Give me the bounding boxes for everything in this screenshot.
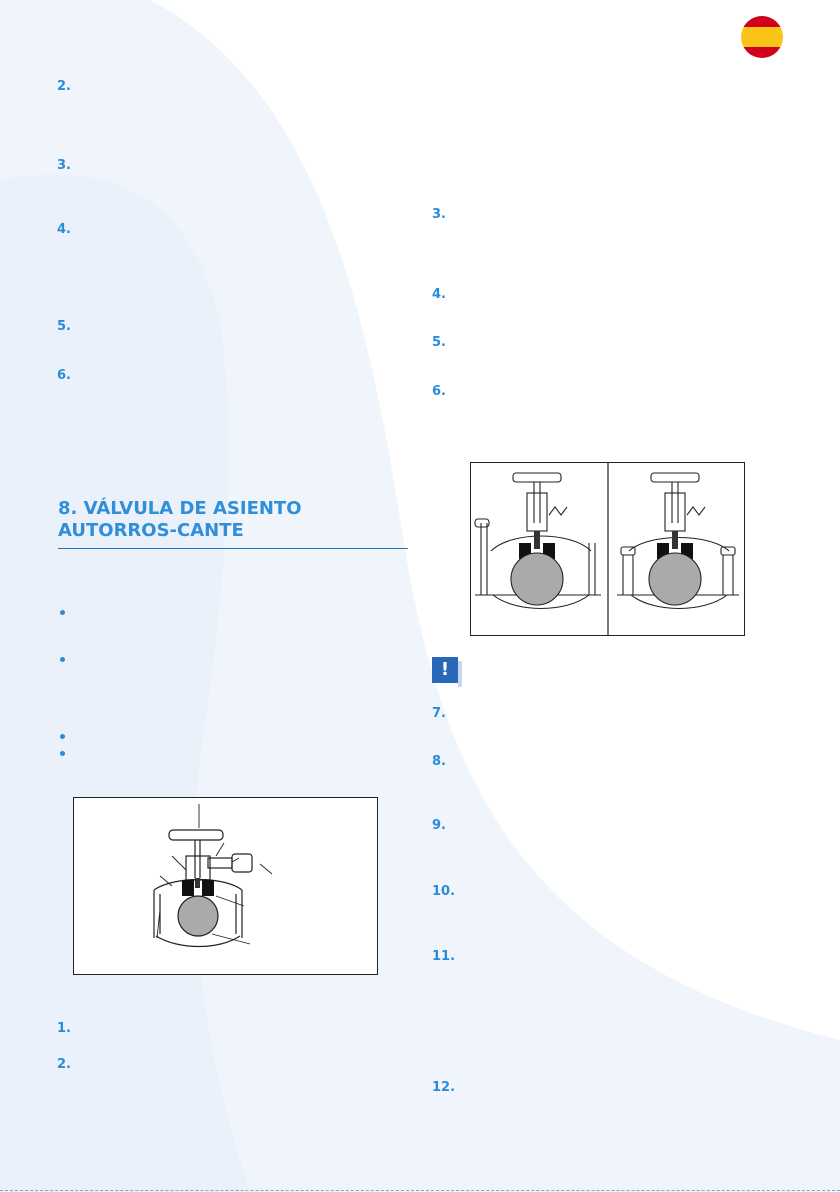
step-number: 10. — [432, 884, 456, 899]
step-number: 12. — [432, 1080, 456, 1095]
step-number: 9. — [432, 818, 446, 833]
bullet-dot — [60, 751, 65, 756]
exclamation-icon: ! — [432, 657, 458, 683]
step-number: 5. — [57, 319, 71, 334]
step-number: 2. — [57, 1057, 71, 1072]
step-number: 11. — [432, 949, 456, 964]
step-number: 6. — [57, 368, 71, 383]
valve-diagram — [74, 798, 377, 974]
bullet-dot — [60, 734, 65, 739]
spain-flag-icon — [741, 16, 783, 58]
valve-comparison-figure — [470, 462, 745, 636]
bullet-dot — [60, 610, 65, 615]
step-number: 2. — [57, 79, 71, 94]
step-number: 1. — [57, 1021, 71, 1036]
valve-variant-a — [475, 473, 601, 609]
section-heading: 8. VÁLVULA DE ASIENTO AUTORROS-CANTE — [58, 498, 302, 541]
heading-divider — [58, 548, 408, 549]
valve-variant-b — [617, 473, 739, 609]
step-number: 4. — [57, 222, 71, 237]
step-number: 5. — [432, 335, 446, 350]
step-number: 6. — [432, 384, 446, 399]
page-bottom-rule — [0, 1190, 840, 1191]
step-number: 4. — [432, 287, 446, 302]
valve-diagram-figure — [73, 797, 378, 975]
step-number: 7. — [432, 706, 446, 721]
step-number: 8. — [432, 754, 446, 769]
step-number: 3. — [432, 207, 446, 222]
valve-comparison-diagram — [471, 463, 744, 635]
bullet-dot — [60, 657, 65, 662]
step-number: 3. — [57, 158, 71, 173]
